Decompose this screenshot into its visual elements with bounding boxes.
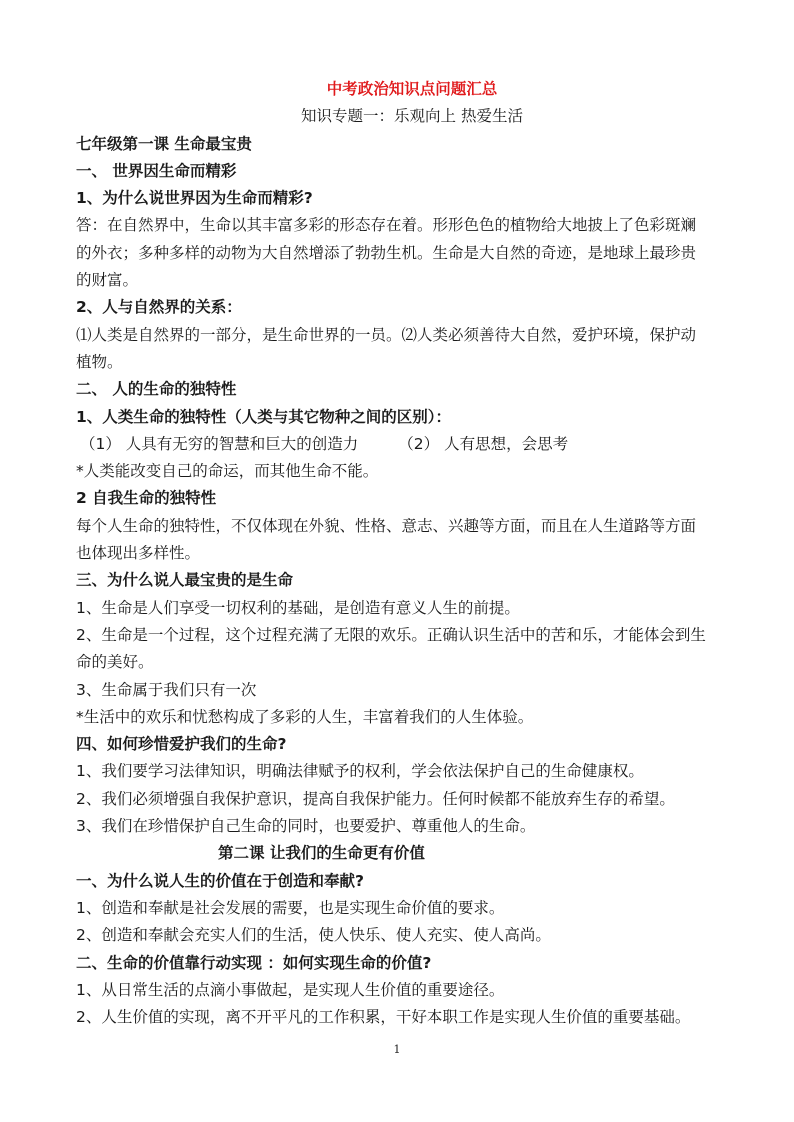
section2-answer2-line1: 每个人生命的独特性，不仅体现在外貌、性格、意志、兴趣等方面，而且在人生道路等方面	[76, 516, 697, 535]
section2-question2: 2 自我生命的独特性	[76, 489, 217, 508]
section1-question2: 2、人与自然界的关系：	[76, 298, 242, 317]
section3-point2-line1: 2、生命是一个过程，这个过程充满了无限的欢乐。正确认识生活中的苦和乐，才能体会到生	[76, 625, 706, 644]
section1-answer1-line2: 的外衣；多种多样的动物为大自然增添了勃勃生机。生命是大自然的奇迹，是地球上最珍贵	[76, 243, 697, 262]
section2-answer2-line2: 也体现出多样性。	[76, 544, 201, 563]
section3-heading: 三、为什么说人最宝贵的是生命	[76, 571, 294, 590]
document-body	[76, 76, 726, 1031]
lesson2-section1-heading: 一、为什么说人生的价值在于创造和奉献?	[76, 871, 364, 890]
section2-heading: 二、 人的生命的独特性	[76, 380, 237, 399]
section1-answer2-line2: 植物。	[76, 352, 123, 371]
lesson2-section1-point2: 2、创造和奉献会充实人们的生活，使人快乐、使人充实、使人高尚。	[76, 926, 551, 945]
section2-answer1-point2: （2） 人有思想，会思考	[398, 434, 569, 453]
section3-point1: 1、生命是人们享受一切权利的基础，是创造有意义人生的前提。	[76, 598, 520, 617]
section3-note: *生活中的欢乐和忧愁构成了多彩的人生，丰富着我们的人生体验。	[76, 707, 534, 726]
lesson2-section2-point2: 2、人生价值的实现，离不开平凡的工作积累，干好本职工作是实现人生价值的重要基础。	[76, 1008, 691, 1027]
section4-point3: 3、我们在珍惜保护自己生命的同时，也要爱护、尊重他人的生命。	[76, 817, 536, 836]
section2-note: *人类能改变自己的命运，而其他生命不能。	[76, 462, 379, 481]
section1-question1: 1、为什么说世界因为生命而精彩?	[76, 189, 313, 208]
lesson2-section2-point1: 1、从日常生活的点滴小事做起，是实现人生价值的重要途径。	[76, 980, 505, 999]
section1-answer1-line3: 的财富。	[76, 271, 139, 290]
page-number: 1	[393, 1043, 401, 1056]
lesson2-section1-point1: 1、创造和奉献是社会发展的需要，也是实现生命价值的要求。	[76, 898, 505, 917]
section4-point2: 2、我们必须增强自我保护意识，提高自我保护能力。任何时候都不能放弃生存的希望。	[76, 789, 675, 808]
lesson2-heading: 第二课 让我们的生命更有价值	[218, 844, 425, 863]
section2-answer1-point1: （1） 人具有无穷的智慧和巨大的创造力	[80, 434, 359, 453]
lesson1-heading: 七年级第一课 生命最宝贵	[76, 134, 252, 153]
section1-answer2-line1: ⑴人类是自然界的一部分，是生命世界的一员。⑵人类必须善待大自然，爱护环境，保护动	[76, 325, 697, 344]
lesson2-section2-heading: 二、生命的价值靠行动实现 ：如何实现生命的价值?	[76, 953, 432, 972]
section3-point2-line2: 命的美好。	[76, 653, 154, 672]
section1-answer1-line1: 答：在自然界中，生命以其丰富多彩的形态存在着。形形色色的植物给大地披上了色彩斑斓	[76, 216, 697, 235]
section2-answer1	[76, 431, 726, 458]
document-title: 中考政治知识点问题汇总	[326, 80, 498, 98]
section4-heading: 四、如何珍惜爱护我们的生命?	[76, 735, 287, 754]
section4-point1: 1、我们要学习法律知识，明确法律赋予的权利，学会依法保护自己的生命健康权。	[76, 762, 644, 781]
section1-heading: 一、 世界因生命而精彩	[76, 161, 237, 180]
document-subtitle: 知识专题一：乐观向上 热爱生活	[301, 107, 523, 126]
section3-point3: 3、生命属于我们只有一次	[76, 680, 257, 699]
section2-question1: 1、人类生命的独特性（人类与其它物种之间的区别）：	[76, 407, 452, 426]
